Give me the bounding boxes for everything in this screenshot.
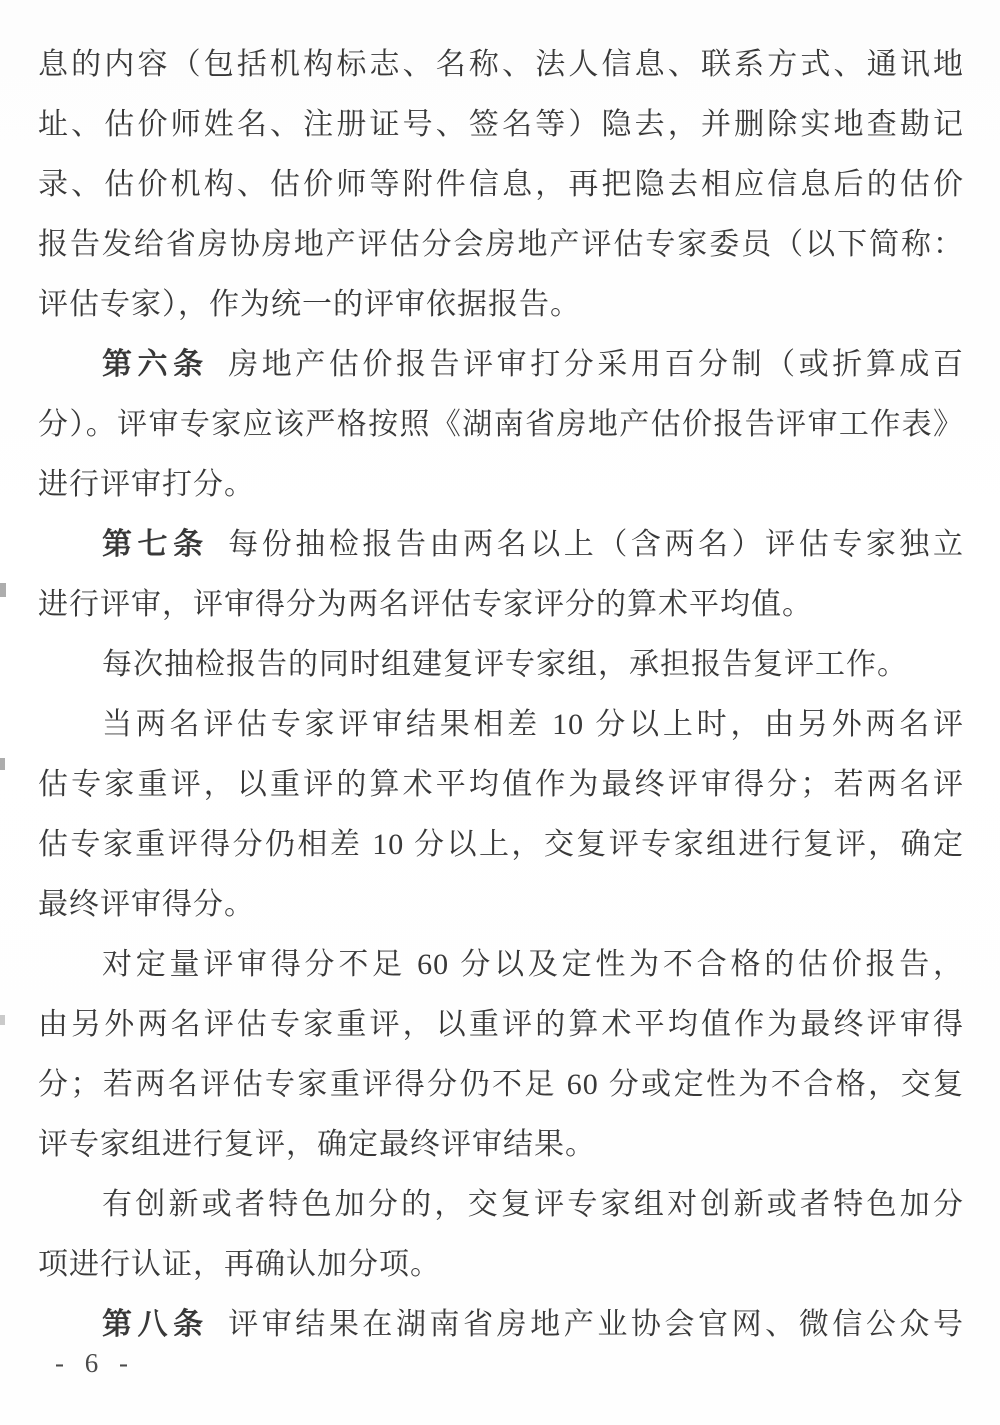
text-line: 当两名评估专家评审结果相差 10 分以上时，由另外两名评 (102, 708, 964, 741)
text-line: 分）。评审专家应该严格按照《湖南省房地产估价报告评审工作表》 (38, 408, 964, 441)
scan-artifact (0, 1015, 5, 1025)
line-text: 每份抽检报告由两名以上（含两名）评估专家独立 (228, 528, 964, 561)
text-line: 址、估价师姓名、注册证号、签名等）隐去，并删除实地查勘记 (38, 108, 964, 141)
text-line: 对定量评审得分不足 60 分以及定性为不合格的估价报告， (102, 948, 964, 981)
document-body-text (38, 35, 964, 1355)
text-line: 每次抽检报告的同时组建复评专家组，承担报告复评工作。 (102, 648, 908, 681)
text-line: 录、估价机构、估价师等附件信息，再把隐去相应信息后的估价 (38, 168, 964, 201)
text-line (38, 335, 964, 395)
text-line: 项进行认证，再确认加分项。 (38, 1248, 441, 1281)
text-line: 报告发给省房协房地产评估分会房地产评估专家委员（以下简称： (38, 228, 964, 261)
text-line: 评专家组进行复评，确定最终评审结果。 (38, 1128, 596, 1161)
text-line (38, 515, 964, 575)
line-text: 评审结果在湖南省房地产业协会官网、微信公众号 (228, 1308, 964, 1341)
text-line: 进行评审，评审得分为两名评估专家评分的算术平均值。 (38, 588, 813, 621)
article-number-heading: 第八条 (102, 1308, 209, 1341)
text-line: 估专家重评，以重评的算术平均值作为最终评审得分；若两名评 (38, 768, 964, 801)
article-number-heading: 第六条 (102, 348, 209, 381)
text-line: 进行评审打分。 (38, 468, 255, 501)
article-number-heading: 第七条 (102, 528, 209, 561)
text-line: 最终评审得分。 (38, 888, 255, 921)
scan-artifact (0, 758, 5, 770)
text-line: 息的内容（包括机构标志、名称、法人信息、联系方式、通讯地 (38, 48, 964, 81)
scan-artifact (0, 583, 6, 597)
line-text: 房地产估价报告评审打分采用百分制（或折算成百 (228, 348, 964, 381)
text-line: 有创新或者特色加分的，交复评专家组对创新或者特色加分 (102, 1188, 964, 1221)
text-line: 估专家重评得分仍相差 10 分以上，交复评专家组进行复评，确定 (38, 828, 964, 861)
text-line: 由另外两名评估专家重评，以重评的算术平均值作为最终评审得 (38, 1008, 964, 1041)
text-line: 评估专家），作为统一的评审依据报告。 (38, 288, 581, 321)
text-line (38, 1295, 964, 1355)
text-line: 分；若两名评估专家重评得分仍不足 60 分或定性为不合格，交复 (38, 1068, 964, 1101)
page-number: - 6 - (55, 1348, 135, 1378)
